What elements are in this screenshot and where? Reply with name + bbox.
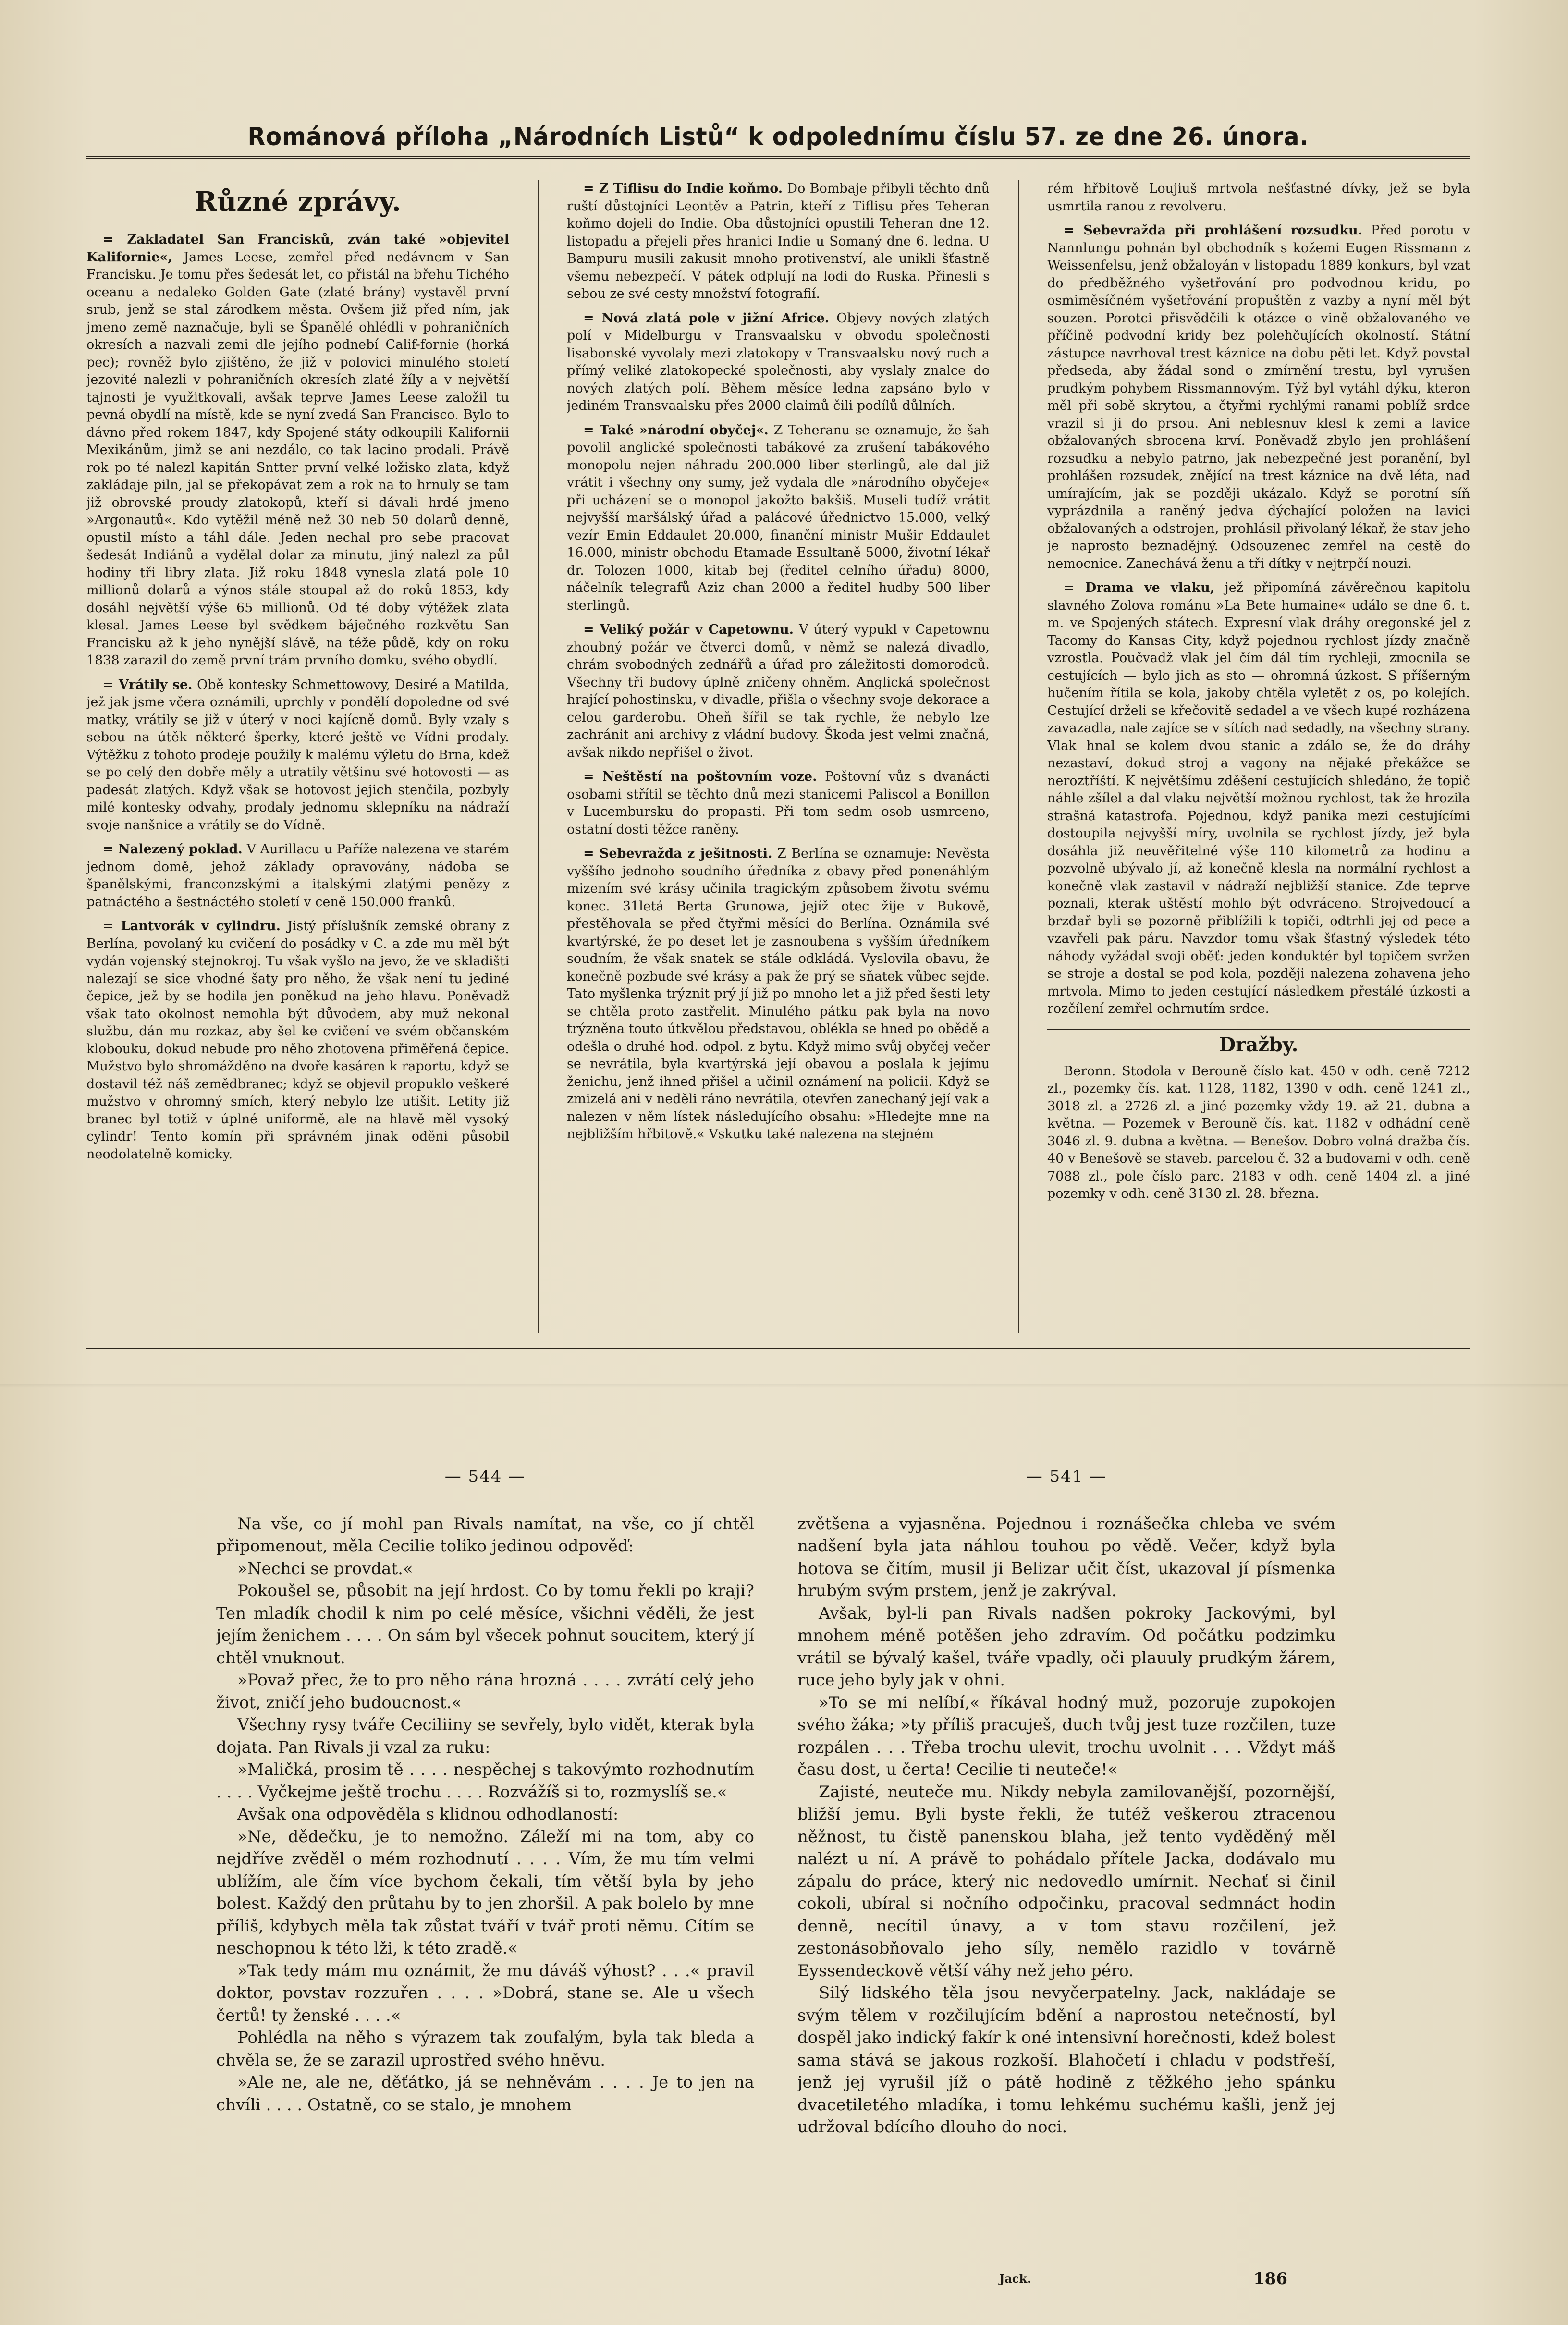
article-text: Z Teheranu se oznamuje, že šah povolil anglické společnosti tabákové za zrušení tabákového monopolu nejen náhradu 200.000 liber sterlingů, ale dal již vrátit i všechny ony sumy, jež vydala dle »národního obyčeje« při ucházení se o monopol jakožto bakšiš. Museli tudíž vrátit nejvyšší maršálský úřad a palácové úřednictvo 15.000, velký vezír Emin Eddaulet 20.000, finanční ministr Mušir Eddaulet 16.000, ministr obchodu Etamade Essultaně 5000, životní lékař dr. Tolozen 1000, kitab bej (ředitel celního úřadu) 8000, náčelník telegrafů Aziz chan 2000 a ředitel hudby 500 liber sterlingů. — [567, 422, 990, 613]
news-article — [86, 918, 509, 1163]
novel-paragraph: »Ne, dědečku, je to nemožno. Záleží mi na tom, aby co nejdříve zvěděl o mém rozhodnutí . . . . Vím, že mu tím velmi ublížím, ale čím více bychom čekali, tím větší byla by jeho bolest. Každý den průtahu by to jen zhoršil. A pak bolelo by mne příliš, kdybych měla tak zůstat tváří v tvář proti němu. Cítím se neschopnou k této lži, k této zradě.« — [216, 1827, 754, 1958]
article-text: Z Berlína se oznamuje: Nevěsta vyššího jednoho soudního úředníka z obavy před ponenáhlým mizením své krásy učinila tragickým způsobem životu svému konec. 31letá Berta Grunowa, jejíž otec žije v Bukově, přestěhovala se před čtyřmi měsíci do Berlína. Oznámila své kvartýrské, že po deset let je zasnoubena s vyšším úředníkem soudním, že však snatek se stále odkládá. Vyslovila obavu, že konečně pozbude své krásy a pak že prý se sňatek vůbec sejde. Tato myšlenka trýznit prý jí již po mnoho let a již před šesti lety se chtěla proto zastřelit. Minulého pátku pak byla na novo trýzněna touto útkvělou představou, oblékla se hned po obědě a odešla o druhé hod. odpol. z bytu. Když mimo svůj obyčej večer se nevrátila, byla kvartýrská její obavou a poslala k jejímu ženichu, jenž ihned přišel a učinil oznámení na policii. Když se zmizelá ani v neděli ráno nevrátila, otevřen zanechaný její vak a nalezen v něm lístek následujícího obsahu: »Hledejte mne na nejbližším hřbitově.« Vskutku také nalezena na stejném — [567, 846, 990, 1142]
news-section — [86, 180, 1470, 1333]
novel-paragraph: Pohlédla na něho s výrazem tak zoufalým, byla tak bleda a chvěla se, že se zarazil uprostřed svého hněvu. — [216, 2028, 754, 2070]
novel-paragraph: Zajisté, neuteče mu. Nikdy nebyla zamilovanější, pozornější, bližší jemu. Byli byste řekli, že tutéž veškerou ztracenou něžnost, tu čistě panenskou blaha, jež tento vyděděný měl nalézt u ní. A právě to pohádalo přítele Jacka, dodávalo mu zápalu do práce, který nic nedovedlo umírnit. Nechať si činil cokoli, ubíral si nočního odpočinku, pracoval sedmnáct hodin denně, necítil únavy, a v tom stavu rozčilení, jež zestonásobňovalo jeho síly, nemělo razidlo v továrně Eyssendeckově větší váhy než jeho péro. — [797, 1782, 1335, 1981]
article-lead: = Veliký požár v Capetownu. — [583, 622, 794, 637]
article-lead: = Sebevražda z ješitnosti. — [583, 846, 772, 861]
novel-page-number: — 544 — — [444, 1467, 526, 1486]
article-text: Jistý příslušník zemské obrany z Berlína, povolaný ku cvičení do posádky v C. a zde mu měl být vydán vojenský stejnokroj. Tu však vyšlo na jevo, že ve skladišti nalezají se sice vhodné šaty pro něho, že však není tu jediné čepice, jež by se hodila jen poněkud na jeho hlavu. Poněvadž však tato okolnost nemohla být důvodem, aby muž nekonal službu, dán mu rozkaz, aby šel ke cvičení ve svém občanském klobouku, dokud nebude pro něho zhotovena přiměřená čepice. Mužstvo bylo shromážděno na dvoře kasáren k raportu, když se dostavil též náš zemědbranec; když se objevil propuklo veškeré mužstvo v ohromný smích, který nebylo lze utišit. Letity již branec byl totiž v úplné uniformě, ale na hlavě měl vysoký cylindr! Tento komín při správném jinak oděni působil neodolatelně komicky. — [86, 919, 509, 1162]
novel-paragraph: Všechny rysy tváře Ceciliiny se sevřely, bylo vidět, kterak byla dojata. Pan Rivals ji vzal za ruku: — [216, 1715, 754, 1757]
article-text: James Leese, zemřel před nedávnem v San Francisku. Je tomu přes šedesát let, co přistál na břehu Tichého oceanu a nedaleko Golden Gate (zlaté brány) vystavěl první srub, jenž se stal zárodkem města. Ovšem již před ním, jak jmeno země naznačuje, byli se Španělé ohlédli v pohraničních okresích a nazvali zemi dle jejího podnebí Calif-fornie (horká pec); rovněž bylo zjištěno, že již v polovici minulého století jezovité nalezli v pohraničních okresích zlaté žíly a v největší tajnosti je využitkovali, avšak teprve James Leese založil tu pevná obydlí na místě, kde se nyní zvedá San Francisco. Bylo to dávno před rokem 1847, kdy Spojené státy odkoupili Kalifornii Mexikánům, jimž se ani nezdálo, co tak lacino prodali. Právě rok po té nalezl kapitán Sntter první velké ložisko zlata, když zakládaje piln, jal se překopávat zem a rok na to hrnuly se tam již obrovské proudy zlatokopů, kteří si dávali hrdé jmeno »Argonautů«. Kdo vytěžil méně než 30 neb 50 dolarů denně, opustil místo a táhl dále. Jeden nechal pro sebe pracovat šedesát Indiánů a vydělal dolar za minutu, jiný nalezl za půl hodiny tři libry zlata. Již roku 1848 vynesla zlatá pole 10 millionů dolarů a výnos stále stoupal až do roků 1853, kdy dosáhl největší výše 65 millionů. Od té doby výtěžek zlata klesal. James Leese byl svědkem báječného rozkvětu San Francisku až k jeho nynější slávě, na téže půdě, kdy on roku 1838 zarazil do země první trám prvního domku, svého obydlí. — [86, 249, 509, 668]
auctions-heading: Dražby. — [1047, 1029, 1470, 1057]
column-rule — [538, 180, 539, 1333]
novel-paragraph: Avšak, byl-li pan Rivals nadšen pokroky Jackovými, byl mnohem méně potěšen jeho zdravím. Od počátku podzimku vrátil se bývalý kašel, tváře vpadly, oči plauuly prudkým žárem, ruce jeho byly jak v ohni. — [797, 1603, 1335, 1690]
novel-page-right — [797, 1465, 1335, 2292]
section-divider — [86, 1348, 1470, 1349]
novel-paragraph: »Tak tedy mám mu oznámit, že mu dáváš výhost? . . .« pravil doktor, povstav rozzuřen . . . . »Dobrá, stane se. Ale u všech čertů! ty ženské . . . .« — [216, 1961, 754, 2025]
column-rule — [1018, 180, 1019, 1333]
novel-paragraph: Silý lidského těla jsou nevyčerpatelny. Jack, nakládaje se svým tělem v rozčilujícím bdění a naprostou netečností, byl dospěl jako indický fakír k oné intensivní horečnosti, kdež bolest sama stává se jakous rozkoší. Blahočetí i chladu v podstřeší, jenž jej vyrušil jíž o pátě hodině z těžkého jeho spánku dvacetiletého mladíka, i tomu lehkému suchému kašli, jenž jej udržoval bdícího dlouho do noci. — [797, 1983, 1335, 2137]
article-lead: = Neštěstí na poštovním voze. — [583, 769, 817, 784]
news-column-3 — [1047, 180, 1470, 1333]
article-text: jež připomíná závěrečnou kapitolu slavného Zolova románu »La Bete humaine« událo se dne 6. t. m. ve Spojených státech. Expresní vlak dráhy oregonské jel z Tacomy do Kansas City, když pojednou rychlost jízdy značně vzrostla. Poučvadž vlak jel čím dál tím rychleji, zmocnila se cestujících — bylo jich as sto — ohromná úzkost. S příšerným hučením řítila se kola, jakoby chtěla vyletět z os, po kolejích. Cestující drželi se křečovitě sedadel a ve všech kupé rozházena zavazadla, nale zajíce se v sítích nad sedadly, na všechny strany. Vlak hnal se kolem dvou stanic a zdálo se, že do dráhy nezastaví, dokud stroj a vagony na nějaké překážce se neroztříští. K největšímu zděšení cestujících shledáno, že topič náhle zšílel a dal vlaku největší možnou rychlost, tak že hrozila strašná katastrofa. Pojednou, když panika mezi cestujícími dostoupila nejvyšší míry, uvolnila se rychlost jízdy, jež byla dosáhla již neuvěřitelné výše 110 kilometrů za hodinu a pozvolně ubývalo jí, až konečně klesla na normální rychlost a konečně vlak zastavil v nádraží nejbližší stanice. Zde teprve poznali, kterak uštěstí mohlo být odvráceno. Strojvedoucí a brzdař byli se pozorně přiblížili k topiči, odtrhli jej od pece a vzavřeli pak páru. Navzdor tomu však šťastný výsledek této náhody vyžádal svoji oběť: jeden konduktér byl topičem svržen se stroje a dostal se pod kola, později nalezena zohavena jeho mrtvola. Mimo to jeden cestující následkem přestálé úzkosti a rozčílení zemřel ochrnutím srdce. — [1047, 580, 1470, 1016]
novel-paragraph: »Nechci se provdat.« — [237, 1559, 413, 1578]
news-article — [567, 768, 990, 838]
news-article-continued — [1047, 180, 1470, 215]
novel-paragraph: Na vše, co jí mohl pan Rivals namítat, na vše, co jí chtěl připomenout, měla Cecilie toliko jedinou odpověď: — [216, 1514, 754, 1556]
article-text: Objevy nových zlatých polí v Midelburgu v Transvaalsku v obvodu společnosti lisabonské vyvolaly mezi zlatokopy v Transvaalsku nový ruch a přímý veliké zlatokopecké společnosti, aby vyslaly znalce do nových zlatých polí. Během měsíce ledna zapsáno bylo v jediném Transvaalsku přes 2000 claimů čili podílů důlních. — [567, 310, 990, 413]
article-lead: = Také »národní obyčej«. — [583, 422, 769, 438]
signature-mark: Jack. — [999, 2272, 1031, 2286]
news-article — [86, 231, 509, 670]
novel-paragraph: Avšak ona odpověděla s klidnou odhodlaností: — [237, 1805, 619, 1824]
novel-paragraph: Pokoušel se, působit na její hrdost. Co by tomu řekli po kraji? Ten mladík chodil k nim po celé měsíce, všichni věděli, že jest jejím ženichem . . . . On sám byl všecek pohnut soucitem, který jí chtěl vnuknout. — [216, 1581, 754, 1668]
article-lead: = Z Tiflisu do Indie koňmo. — [583, 181, 783, 196]
news-article — [567, 310, 990, 415]
page-fold — [0, 1384, 1568, 1388]
article-text: Poštovní vůz s dvanácti osobami střítil se těchto dnů mezi stanicemi Paliscol a Bonillon v Lucembursku do propasti. Při tom sedm osob usmrceno, ostatní dosti těžce raněny. — [567, 769, 990, 837]
news-article — [1047, 222, 1470, 573]
article-text: V úterý vypukl v Capetownu zhoubný požár ve čtverci domů, v němž se nalezá divadlo, chrám svobodných zednářů a úřad pro záležitosti domorodců. Všechny tři budovy úplně zničeny ohněm. Anglická společnost hrající pohostinsku, v divadle, přišla o všechny svoje dekorace a celou garderobu. Oheň šířil se tak rychle, že nebylo lze zachránit ani archivy z vládní budovy. Škoda jest velmi značná, avšak nikdo nepřišel o život. — [567, 622, 990, 760]
news-article — [1047, 579, 1470, 1018]
novel-footer — [797, 2268, 1335, 2292]
article-text: V Aurillacu u Paříže nalezena ve starém jednom domě, jehož základy opravovány, nádoba se španělskými, franconzskými a italskými zlatými penězy z patnáctého a šestnáctého století v ceně 150.000 franků. — [86, 842, 509, 910]
header-title: Románová příloha „Národních Listů“ k odpolednímu číslu 57. ze dne 26. února. — [247, 123, 1309, 151]
novel-paragraph: »To se mi nelíbí,« říkával hodný muž, pozoruje zupokojen svého žáka; »ty příliš pracuješ, duch tvůj jest tuze rozčilen, tuze rozpálen . . . Třeba trochu ulevit, trochu uvolnit . . . Vždyt máš času dost, u čerta! Cecilie ti neuteče!« — [797, 1693, 1335, 1779]
news-article — [567, 180, 990, 303]
article-text: Do Bombaje přibyli těchto dnů ruští důstojníci Leontěv a Patrin, kteří z Tiflisu přes Teheran koňmo dojeli do Indie. Oba důstojníci opustili Teheran dne 12. listopadu a přejeli přes hranici Indie u Somaný dne 6. ledna. U Bampuru musili zakusit mnoho protivenství, ale unikli šťastně všemu nebezpečí. V pátek odplují na lodi do Ruska. Přinesli s sebou ze své cesty množství fotografií. — [567, 181, 990, 301]
novel-paragraph: »Považ přec, že to pro něho rána hrozná . . . . zvrátí celý jeho život, zničí jeho budoucnost.« — [216, 1671, 754, 1712]
news-column-1 — [86, 180, 509, 1333]
page-header — [86, 123, 1470, 159]
news-article — [86, 841, 509, 911]
news-column-2 — [567, 180, 990, 1333]
article-lead: = Zakladatel San Francisků, zván také »objevitel Kalifornie«, — [86, 232, 509, 265]
news-article — [567, 422, 990, 615]
news-article — [567, 845, 990, 1144]
novel-paragraph: zvětšena a vyjasněna. Pojednou i roznášečka chleba ve svém nadšení byla jata náhlou touhou po vědě. Večer, když byla hotova se čitím, musil ji Belizar učit číst, ukazoval jí písmenka hrubým svým prstem, jenž je zakrýval. — [797, 1514, 1335, 1600]
news-article — [86, 677, 509, 835]
section-heading: Různé zprávy. — [195, 186, 401, 218]
article-text: Obě kontesky Schmettowovy, Desiré a Matilda, jež jak jsme včera oznámili, uprchly v pondělí dopoledne od své matky, vrátily se již v úterý v noci kajícně domů. Byly vzaly s sebou na útěk některé šperky, které ještě ve Vídni prodaly. Výtěžku z tohoto prodeje použily k malému výletu do Brna, kdež se po celý den dobře měly a utratily většinu své hotovosti — as padesát zlatých. Když však se hotovost jejich stenčila, pozbyly milé kontesky odvahy, prodaly jednomu sklepníku na nádraží svoje nanšnice a vrátily se do Vídně. — [86, 677, 509, 833]
auctions-text: Beronn. Stodola v Berouně číslo kat. 450 v odh. ceně 7212 zl., pozemky čís. kat. 1128, 1182, 1390 v odh. ceně 1241 zl., 3018 zl. a 2726 zl. a jiné pozemky vždy 19. až 21. dubna a května. — Pozemek v Berouně čís. kat. 1182 v odhádní ceně 3046 zl. 9. dubna a května. — Benešov. Dobro volná dražba čís. 40 v Benešově se staveb. parcelou č. 32 a budovami v odh. ceně 7088 zl., pole číslo parc. 2183 v odh. ceně 1404 zl. a jiné pozemky v odh. ceně 3130 zl. 28. března. — [1047, 1063, 1470, 1201]
article-lead: = Nalezený poklad. — [103, 842, 243, 857]
article-lead: = Vrátily se. — [103, 677, 193, 692]
novel-paragraph: »Maličká, prosim tě . . . . nespěchej s takovýmto rozhodnutím . . . . Vyčkejme ještě trochu . . . . Rozvážíš si to, rozmyslíš se.« — [216, 1760, 754, 1802]
article-lead: = Lantvorák v cylindru. — [103, 919, 281, 934]
article-lead: = Sebevražda při prohlášení rozsudku. — [1064, 223, 1363, 238]
article-text: Před porotu v Nannlungu pohnán byl obchodník s kožemi Eugen Rissmann z Weissenfelsu, jenž obžaloyán v listopadu 1889 konkurs, byl vzat do předběžného vyšetřování pro podvodnou kridu, po osmiměsíčném vyšetřování propuštěn z vazby a nyní měl být souzen. Porotci přisvědčili k otázce o vině obžalovaného ve příčině podvodní kridy bez polehčujících okolností. Státní zástupce navrhoval trest káznice na dobu pěti let. Když povstal předseda, aby žádal sond o zmírnění trestu, byl vyrušen prudkým pohybem Rissmannovým. Týž byl vytáhl dýku, kteron měl při sobě skrytou, a čtyřmi rychlými ranami poblíž srdce vrazil si ji do prsou. Ani neblesnuv klesl k zemi a lavice obžalovaných sbrocena krví. Poněvadž zbylo jen prohlášení rozsudku a nebylo patrno, jak nebezpečné jest poranění, byl prohlášen rozsudek, znějící na trest káznice na dvě léta, nad umírajícím, jak se později ukázalo. Když se porotní síň vyprázdnila a raněný jedva dýchající položen na lavici obžalovaných a odstrojen, prohlásil přivolaný lékař, že stav jeho je naprosto beznadějný. Odsouzenec zemřel na cestě do nemocnice. Zanechává ženu a tři dítky v nejtrpčí nouzi. — [1047, 223, 1470, 571]
article-lead: = Drama ve vlaku, — [1064, 580, 1215, 595]
novel-page-left — [216, 1465, 754, 2292]
news-article — [567, 621, 990, 762]
novel-page-number: — 541 — — [1026, 1467, 1107, 1486]
article-text: rém hřbitově Loujiuš mrtvola nešťastné dívky, jež se byla usmrtila ranou z revolveru. — [1047, 181, 1470, 214]
article-lead: = Nová zlatá pole v jižní Africe. — [583, 310, 830, 326]
novel-paragraph: »Ale ne, ale ne, děťátko, já se nehněvám . . . . Je to jen na chvíli . . . . Ostatně, co se stalo, je mnohem — [216, 2073, 754, 2115]
sheet-number: 186 — [1253, 2269, 1287, 2288]
